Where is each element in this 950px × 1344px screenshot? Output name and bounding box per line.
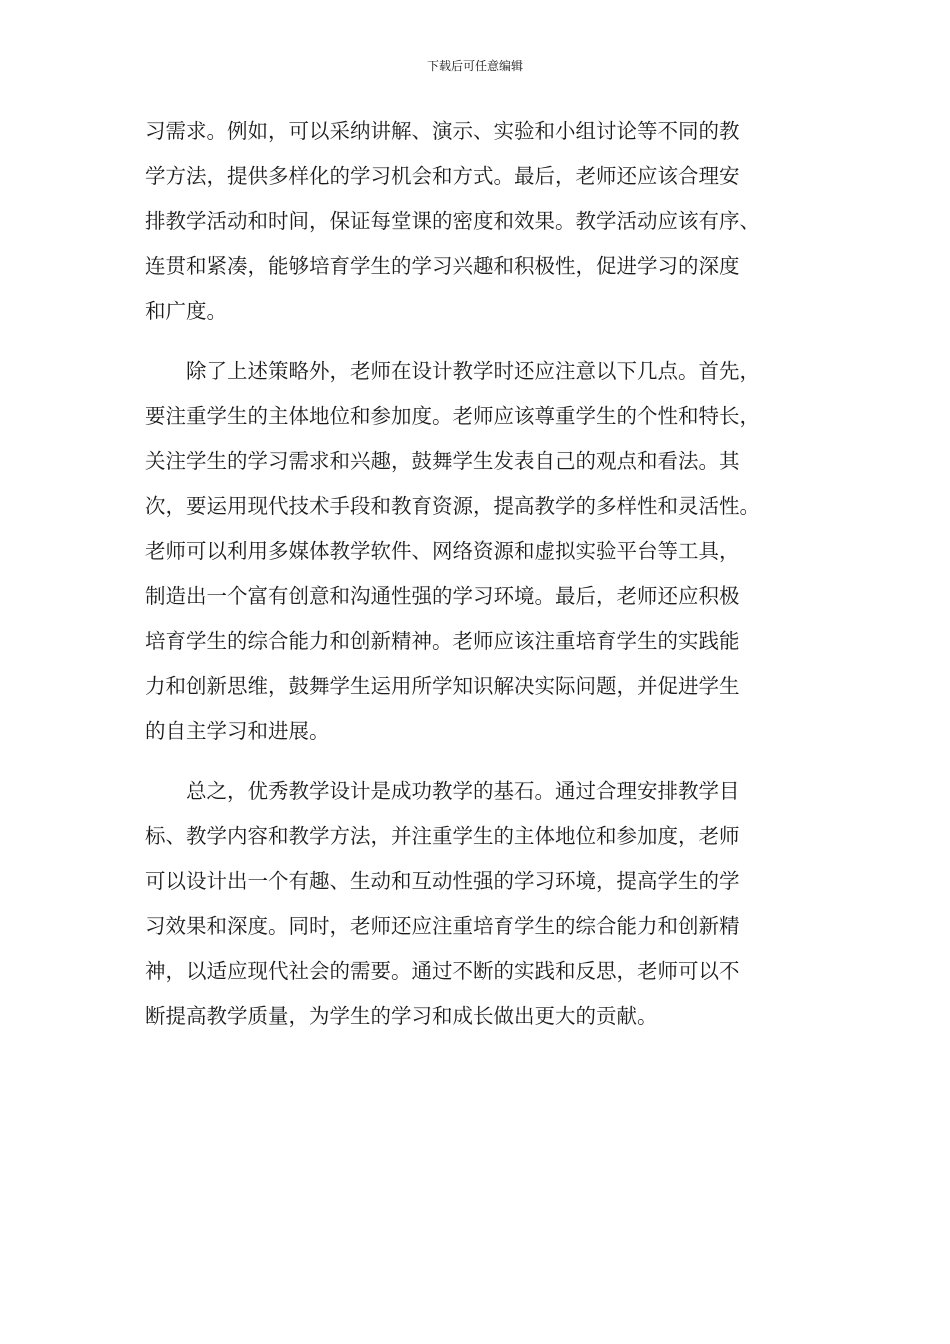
- paragraph-line: 老师可以利用多媒体教学软件、网络资源和虚拟实验平台等工具，: [145, 539, 740, 563]
- paragraph-line: 学方法，提供多样化的学习机会和方式。最后，老师还应该合理安: [145, 164, 740, 188]
- paragraph-line: 总之，优秀教学设计是成功教学的基石。通过合理安排教学目: [186, 779, 740, 803]
- paragraph-line: 连贯和紧凑，能够培育学生的学习兴趣和积极性，促进学习的深度: [145, 254, 740, 278]
- paragraph-1: [145, 109, 815, 334]
- paragraph-line: 习效果和深度。同时，老师还应注重培育学生的综合能力和创新精: [145, 914, 740, 938]
- paragraph-2: [145, 349, 815, 754]
- page-header: 下载后可任意编辑: [426, 59, 523, 73]
- paragraph-3: [145, 769, 815, 1039]
- paragraph-line: 标、教学内容和教学方法，并注重学生的主体地位和参加度，老师: [145, 824, 740, 848]
- paragraph-line: 神，以适应现代社会的需要。通过不断的实践和反思，老师可以不: [145, 959, 740, 983]
- paragraph-line: 关注学生的学习需求和兴趣，鼓舞学生发表自己的观点和看法。其: [145, 449, 740, 473]
- paragraph-line: 断提高教学质量，为学生的学习和成长做出更大的贡献。: [145, 1004, 658, 1028]
- paragraph-line: 除了上述策略外，老师在设计教学时还应注意以下几点。首先，: [186, 359, 760, 383]
- paragraph-line: 力和创新思维，鼓舞学生运用所学知识解决实际问题，并促进学生: [145, 674, 740, 698]
- paragraph-line: 次，要运用现代技术手段和教育资源，提高教学的多样性和灵活性。: [145, 494, 760, 518]
- paragraph-line: 可以设计出一个有趣、生动和互动性强的学习环境，提高学生的学: [145, 869, 740, 893]
- paragraph-line: 培育学生的综合能力和创新精神。老师应该注重培育学生的实践能: [145, 629, 740, 653]
- paragraph-line: 制造出一个富有创意和沟通性强的学习环境。最后，老师还应积极: [145, 584, 740, 608]
- paragraph-line: 和广度。: [145, 299, 227, 323]
- paragraph-line: 的自主学习和进展。: [145, 719, 330, 743]
- paragraph-line: 排教学活动和时间，保证每堂课的密度和效果。教学活动应该有序、: [145, 209, 760, 233]
- paragraph-line: 要注重学生的主体地位和参加度。老师应该尊重学生的个性和特长，: [145, 404, 760, 428]
- document-body: [145, 109, 815, 1054]
- paragraph-line: 习需求。例如，可以采纳讲解、演示、实验和小组讨论等不同的教: [145, 119, 740, 143]
